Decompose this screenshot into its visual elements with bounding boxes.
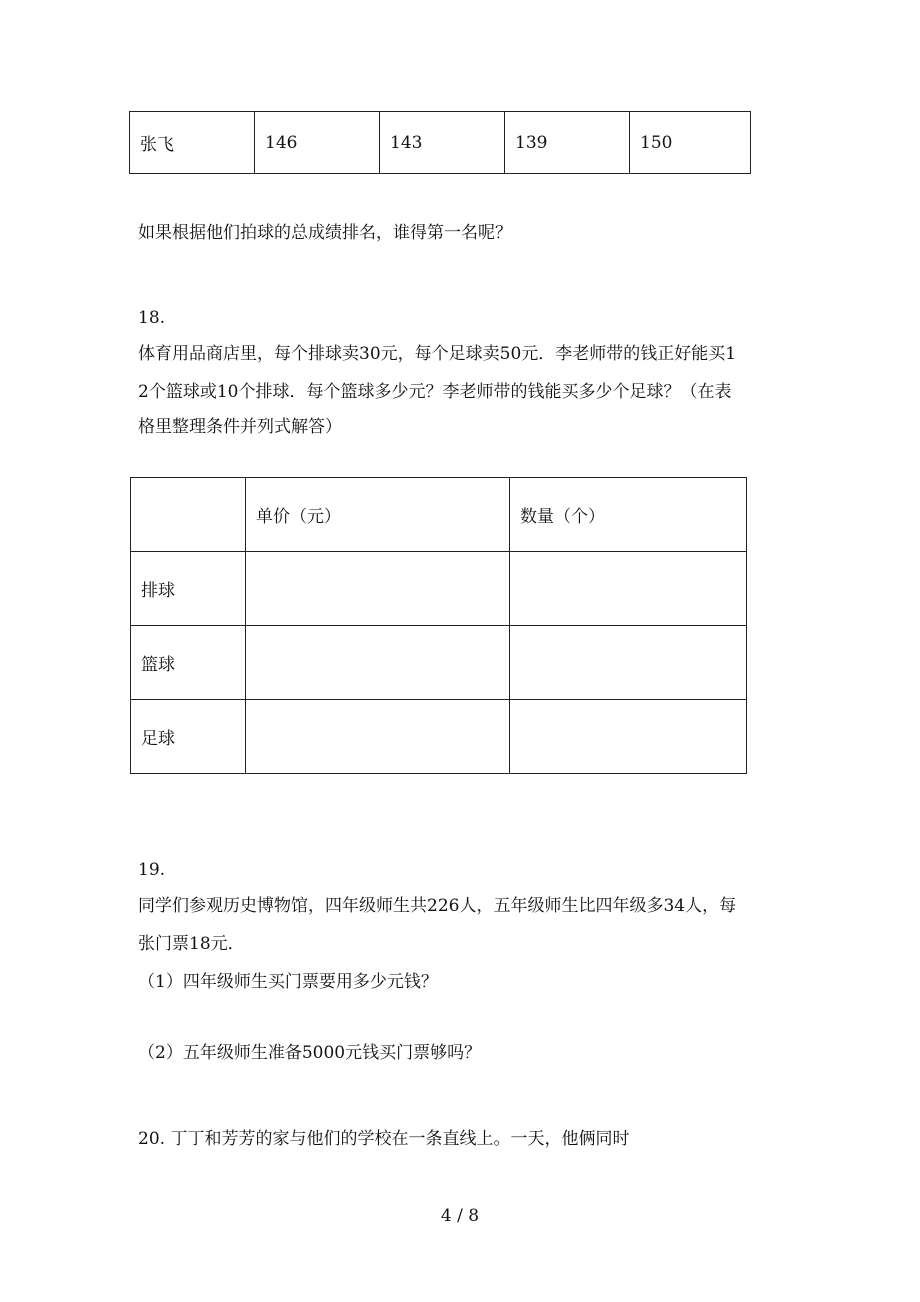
q19-text-line: 张门票18元． <box>138 934 245 954</box>
q17-followup-question: 如果根据他们拍球的总成绩排名，谁得第一名呢？ <box>138 223 512 243</box>
answer-cell[interactable] <box>246 626 510 700</box>
name-cell: 张飞 <box>130 112 255 174</box>
q18-text-line: 体育用品商店里，每个排球卖30元，每个足球卖50元．李老师带的钱正好能买1 <box>138 344 737 364</box>
table-row <box>131 626 747 700</box>
header-cell-unit-price: 单价（元） <box>246 478 510 552</box>
score-cell: 143 <box>380 112 505 174</box>
score-table <box>129 111 751 174</box>
answer-cell[interactable] <box>510 626 747 700</box>
answer-cell[interactable] <box>510 552 747 626</box>
score-cell: 150 <box>630 112 751 174</box>
answer-cell[interactable] <box>246 700 510 774</box>
answer-cell[interactable] <box>510 700 747 774</box>
header-cell <box>131 478 246 552</box>
table-row <box>131 700 747 774</box>
header-cell-quantity: 数量（个） <box>510 478 747 552</box>
q20-text: 20. 丁丁和芳芳的家与他们的学校在一条直线上。一天，他俩同时 <box>138 1129 630 1149</box>
row-label: 足球 <box>131 700 246 774</box>
answer-cell[interactable] <box>246 552 510 626</box>
row-label: 篮球 <box>131 626 246 700</box>
score-cell: 139 <box>505 112 630 174</box>
table-header-row <box>131 478 747 552</box>
q19-text-line: 同学们参观历史博物馆，四年级师生共226人，五年级师生比四年级多34人，每 <box>138 896 737 916</box>
table-row <box>131 552 747 626</box>
page-number: 4 / 8 <box>440 1206 480 1226</box>
table-row <box>130 112 751 174</box>
q18-number: 18. <box>138 308 166 328</box>
row-label: 排球 <box>131 552 246 626</box>
q19-subquestion-1: （1）四年级师生买门票要用多少元钱？ <box>138 972 438 992</box>
q18-text-line: 2个篮球或10个排球．每个篮球多少元？李老师带的钱能买多少个足球？（在表 <box>138 382 732 402</box>
q19-subquestion-2: （2）五年级师生准备5000元钱买门票够吗？ <box>138 1043 482 1063</box>
price-table <box>130 477 747 774</box>
q18-text-line: 格里整理条件并列式解答） <box>138 417 342 437</box>
score-cell: 146 <box>255 112 380 174</box>
q19-number: 19. <box>138 860 166 880</box>
